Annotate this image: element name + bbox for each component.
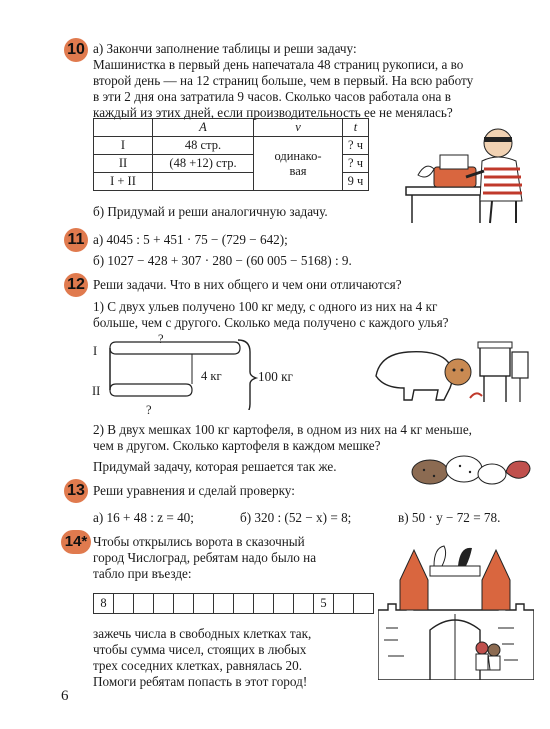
castle-illustration — [378, 540, 534, 680]
task-11-a: а) 4045 : 5 + 451 · 75 − (729 − 642); — [93, 232, 288, 247]
page-number: 6 — [61, 688, 69, 704]
diagram-question-bottom: ? — [146, 403, 152, 417]
board-cell — [174, 594, 194, 613]
task-13-intro: Реши уравнения и сделай проверку: — [93, 483, 295, 498]
segment-diagram — [100, 338, 260, 410]
number-board — [93, 593, 374, 614]
board-cell — [334, 594, 354, 613]
board-cell — [254, 594, 274, 613]
typist-illustration — [404, 115, 532, 225]
task-12-p3: Придумай задачу, которая решается так же. — [93, 459, 337, 474]
speed-label-2: вая — [289, 163, 307, 178]
table-cell: ? ч — [343, 155, 369, 173]
task-14-line: чтобы сумма чисел, стоящих в любых — [93, 642, 307, 657]
diagram-row-2-label: II — [92, 384, 101, 398]
task-13-a: а) 16 + 48 : z = 40; — [93, 510, 194, 525]
board-cell: 5 — [314, 594, 334, 613]
task-11-b: б) 1027 − 428 + 307 · 280 − (60 005 − 5168) : 9. — [93, 253, 352, 268]
table-cell: ? ч — [343, 137, 369, 155]
task-13-c: в) 50 · y − 72 = 78. — [398, 510, 501, 525]
task-12-p1-line: 1) С двух ульев получено 100 кг меду, с одного из них на 4 кг — [93, 299, 438, 314]
task-10-line: в эти 2 дня она затратила 9 часов. Сколько часов работала она в — [93, 89, 451, 104]
board-cell — [154, 594, 174, 613]
task-14-line: табло при въезде: — [93, 566, 192, 581]
board-cell — [194, 594, 214, 613]
board-cell: 8 — [94, 594, 114, 613]
board-cell — [134, 594, 154, 613]
table-cell: 48 стр. — [153, 137, 254, 155]
diagram-total-label: 100 кг — [258, 369, 293, 384]
task-12-badge: 12 — [64, 273, 88, 297]
diagram-question-top: ? — [158, 332, 164, 346]
table-header: t — [343, 119, 369, 137]
board-cell — [214, 594, 234, 613]
table-header: v — [254, 119, 343, 137]
task-14-text-2 — [93, 626, 311, 690]
task-12-p2-line: чем в другом. Сколько картофеля в каждом мешке? — [93, 438, 381, 453]
task-12-p1 — [93, 299, 449, 331]
board-cell — [274, 594, 294, 613]
task-11-badge: 11 — [64, 228, 88, 252]
task-12-p1-line: больше, чем с другого. Сколько меда получено с каждого улья? — [93, 315, 449, 330]
table-cell: 9 ч — [343, 173, 369, 191]
task-10-b: б) Придумай и реши аналогичную задачу. — [93, 204, 328, 219]
table-cell: (48 +12) стр. — [153, 155, 254, 173]
task-12-intro: Реши задачи. Что в них общего и чем они отличаются? — [93, 277, 402, 292]
task-14-line: зажечь числа в свободных клетках так, — [93, 626, 312, 641]
task-10-line: а) Закончи заполнение таблицы и реши задачу: — [93, 41, 357, 56]
task-14-line: Помоги ребятам попасть в этот город! — [93, 674, 308, 689]
task-10-line: Машинистка в первый день напечатала 48 страниц рукописи, а во — [93, 57, 464, 72]
table-cell-speed — [254, 137, 343, 191]
table-cell: II — [94, 155, 153, 173]
table-header — [94, 119, 153, 137]
board-cell — [114, 594, 134, 613]
task-10-table — [93, 118, 369, 191]
task-14-line: трех соседних клетках, равнялась 20. — [93, 658, 303, 673]
task-12-p2 — [93, 422, 472, 454]
table-cell: I + II — [94, 173, 153, 191]
table-cell: I — [94, 137, 153, 155]
task-13-badge: 13 — [64, 479, 88, 503]
task-14-text-1 — [93, 534, 316, 582]
task-10-text — [93, 41, 533, 121]
table-cell — [153, 173, 254, 191]
task-10-line: второй день — на 12 страниц больше, чем в первый. На всю работу — [93, 73, 474, 88]
board-cell — [234, 594, 254, 613]
table-header: A — [153, 119, 254, 137]
board-cell — [294, 594, 314, 613]
bear-hives-illustration — [370, 336, 530, 408]
task-14-line: город Числоград, ребятам надо было на — [93, 550, 317, 565]
task-10-badge: 10 — [64, 38, 88, 62]
diagram-diff-label: 4 кг — [201, 369, 222, 383]
potatoes-illustration — [410, 452, 534, 486]
task-12-p2-line: 2) В двух мешках 100 кг картофеля, в одном из них на 4 кг меньше, — [93, 422, 472, 437]
task-14-badge: 14* — [61, 530, 91, 554]
board-cell — [354, 594, 373, 613]
task-14-line: Чтобы открылись ворота в сказочный — [93, 534, 305, 549]
task-10-line: каждый из этих дней, если производительность ее не менялась? — [93, 105, 453, 120]
diagram-row-1-label: I — [93, 344, 98, 358]
task-13-b: б) 320 : (52 − x) = 8; — [240, 510, 352, 525]
speed-label-1: одинако- — [274, 148, 322, 163]
